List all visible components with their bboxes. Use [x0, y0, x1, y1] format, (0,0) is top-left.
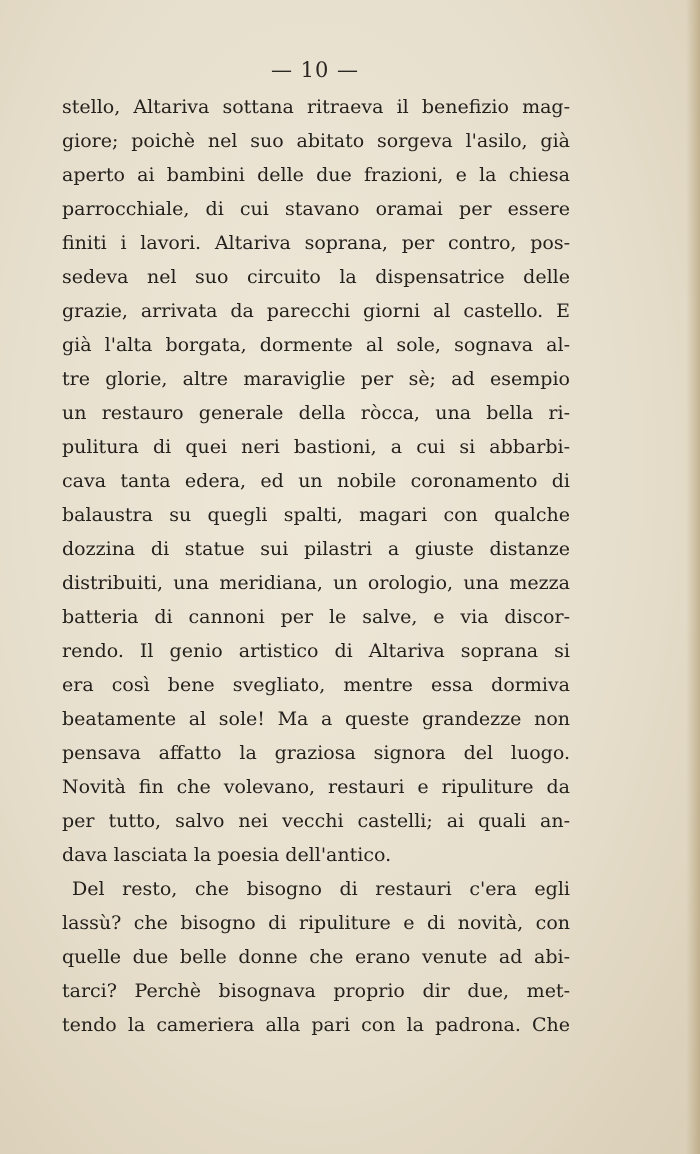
text-line-28: tendo la cameriera alla pari con la padrona. Che	[62, 1014, 570, 1036]
text-line-14: dozzina di statue sui pilastri a giuste distanze	[62, 538, 570, 560]
text-line-7: grazie, arrivata da parecchi giorni al castello. E	[62, 300, 570, 322]
text-line-22: per tutto, salvo nei vecchi castelli; ai quali an-	[62, 810, 570, 832]
text-line-2: giore; poichè nel suo abitato sorgeva l'asilo, già	[62, 130, 570, 152]
page-number: — 10 —	[270, 58, 360, 82]
text-line-17: rendo. Il genio artistico di Altariva soprana si	[62, 640, 570, 662]
page-edge-shadow	[686, 0, 700, 1154]
text-line-21: Novità fin che volevano, restauri e ripuliture da	[62, 776, 570, 798]
text-line-26: quelle due belle donne che erano venute ad abi-	[62, 946, 570, 968]
text-line-3: aperto ai bambini delle due frazioni, e la chiesa	[62, 164, 570, 186]
text-line-10: un restauro generale della ròcca, una bella ri-	[62, 402, 570, 424]
text-line-18: era così bene svegliato, mentre essa dormiva	[62, 674, 570, 696]
text-line-19: beatamente al sole! Ma a queste grandezze non	[62, 708, 570, 730]
text-line-12: cava tanta edera, ed un nobile coronamento di	[62, 470, 570, 492]
page-body-text	[62, 90, 570, 1042]
text-line-8: già l'alta borgata, dormente al sole, sognava al-	[62, 334, 570, 356]
text-line-6: sedeva nel suo circuito la dispensatrice delle	[62, 266, 570, 288]
text-line-23: dava lasciata la poesia dell'antico.	[62, 844, 392, 866]
text-line-27: tarci? Perchè bisognava proprio dir due, met-	[62, 980, 570, 1002]
text-line-13: balaustra su quegli spalti, magari con qualche	[62, 504, 570, 526]
text-line-20: pensava affatto la graziosa signora del luogo.	[62, 742, 570, 764]
text-line-4: parrocchiale, di cui stavano oramai per essere	[62, 198, 570, 220]
text-line-5: finiti i lavori. Altariva soprana, per contro, pos-	[62, 232, 570, 254]
text-line-25: lassù? che bisogno di ripuliture e di novità, con	[62, 912, 570, 934]
text-line-11: pulitura di quei neri bastioni, a cui si abbarbi-	[62, 436, 570, 458]
text-line-16: batteria di cannoni per le salve, e via discor-	[62, 606, 570, 628]
text-line-24: Del resto, che bisogno di restauri c'era egli	[72, 878, 570, 900]
text-line-15: distribuiti, una meridiana, un orologio, una mezza	[62, 572, 570, 594]
text-line-9: tre glorie, altre maraviglie per sè; ad esempio	[62, 368, 570, 390]
text-line-1: stello, Altariva sottana ritraeva il benefizio mag-	[62, 96, 570, 118]
